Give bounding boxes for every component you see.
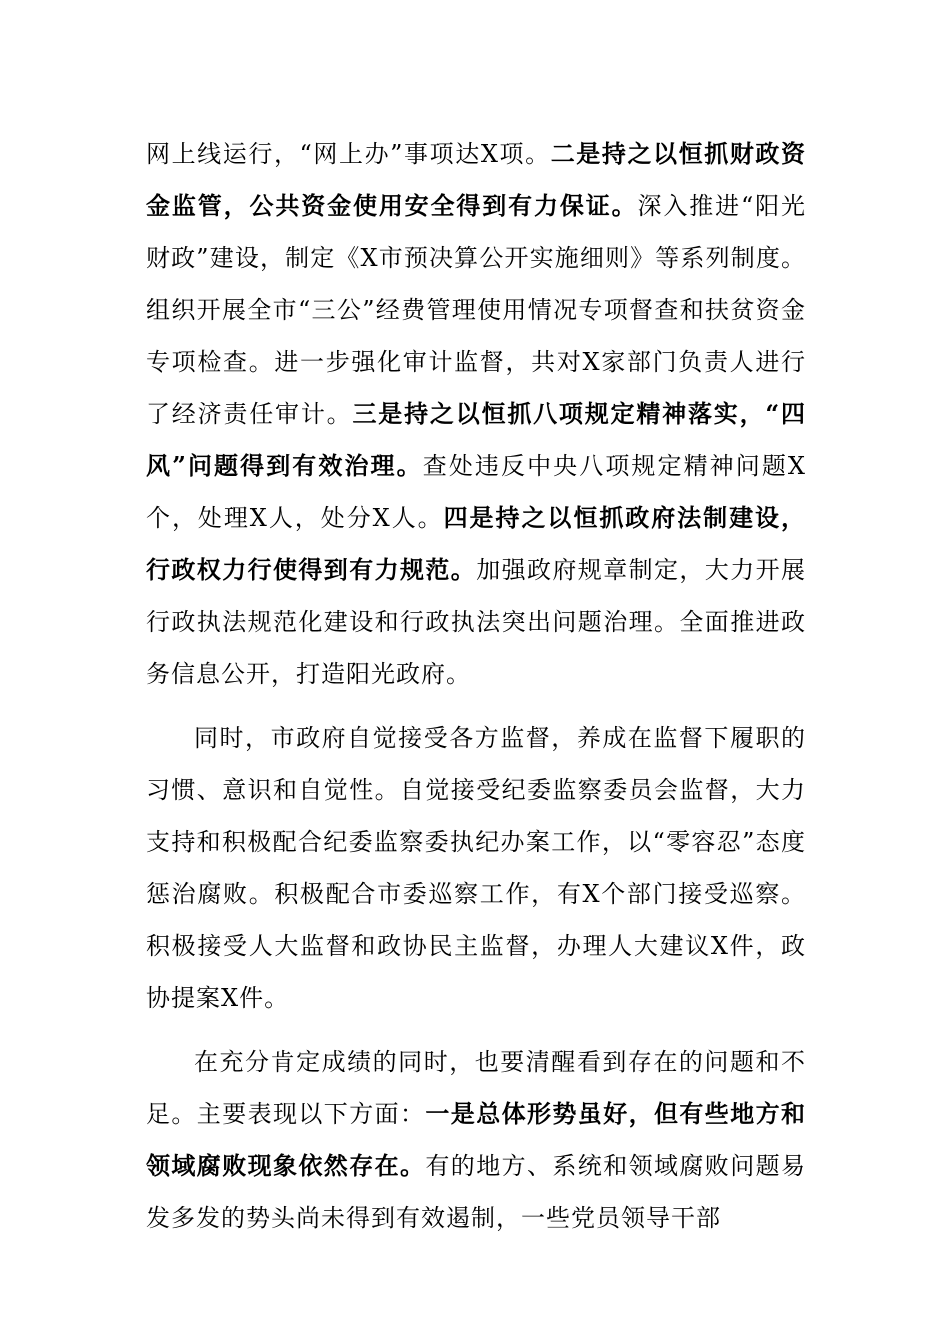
text-run: 查处违反中央八项规定精神问题X个，处理X人，处分X人。 xyxy=(146,452,806,532)
text-run: 有的地方、系统和领域腐败问题易发多发的势头尚未得到有效遏制，一些党员领导干部 xyxy=(146,1152,807,1232)
paragraph-1 xyxy=(146,128,806,700)
bold-text-run: 一是总体形势虽好，但有些地方和领域腐败现象依然存在。 xyxy=(146,1099,807,1180)
text-run: 在充分肯定成绩的同时，也要清醒看到存在的问题和不足。主要表现以下方面： xyxy=(146,1048,806,1128)
bold-text-run: 四是持之以恒抓政府法制建设，行政权力行使得到有力规范。 xyxy=(146,503,806,584)
paragraph-2 xyxy=(146,712,806,1024)
text-run: 网上线运行，“网上办”事项达X项。 xyxy=(146,140,551,168)
text-run: 同时，市政府自觉接受各方监督，养成在监督下履职的习惯、意识和自觉性。自觉接受纪委监察委员会监督，大力支持和积极配合纪委监察委执纪办案工作，以“零容忍”态度惩治腐败。积极配合市委巡察工作，有X个部门接受巡察。积极接受人大监督和政协民主监督，办理人大建议X件，政协提案X件。 xyxy=(146,724,806,1012)
document-page xyxy=(146,128,806,1244)
paragraph-3 xyxy=(146,1036,806,1244)
bold-text-run: 二是持之以恒抓财政资金监管，公共资金使用安全得到有力保证。 xyxy=(146,139,807,220)
text-run: 深入推进“阳光财政”建设，制定《X市预决算公开实施细则》等系列制度。组织开展全市“三公”经费管理使用情况专项督查和扶贫资金专项检查。进一步强化审计监督，共对X家部门负责人进行了经济责任审计。 xyxy=(146,192,806,428)
bold-text-run: 三是持之以恒抓八项规定精神落实，“四风”问题得到有效治理。 xyxy=(146,399,806,480)
text-run: 加强政府规章制定，大力开展行政执法规范化建设和行政执法突出问题治理。全面推进政务信息公开，打造阳光政府。 xyxy=(146,556,807,688)
